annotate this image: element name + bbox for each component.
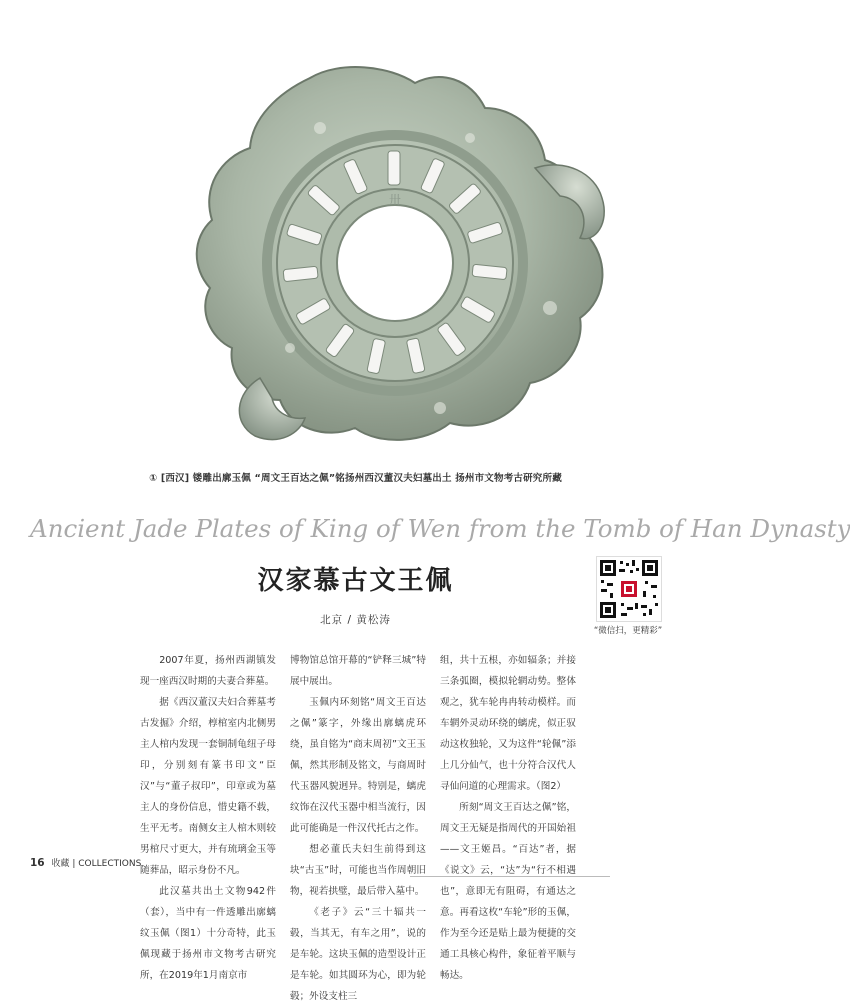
chinese-title: 汉家慕古文王佩 bbox=[257, 566, 454, 596]
article-column-1 bbox=[140, 650, 276, 981]
page-footer bbox=[30, 856, 141, 869]
qr-code[interactable] bbox=[596, 556, 662, 622]
paragraph: 想必董氏夫妇生前得到这块“古玉”时，可能也当作周朝旧物，视若拱璧，最后带入墓中。 bbox=[290, 844, 426, 897]
magazine-name: 收藏 | COLLECTIONS bbox=[51, 859, 142, 869]
paragraph: 所刻“周文王百达之佩”铭，周文王无疑是指周代的开国始祖——文王姬昌。“百达”者，据《说文》云，“达”为“行不相遇也”，意即无有阻碍，有通达之意。再看这枚“车轮”形的玉佩，作为至今还是贴上最为便捷的交通工具核心构件，象征着平顺与畅达。 bbox=[440, 802, 576, 981]
jade-pendant-photo bbox=[140, 48, 620, 458]
paragraph: 组，共十五根，亦如辐条；并接三条弧圈，模拟轮辋动势。整体观之，犹车轮冉冉转动模样。而车辋外灵动环绕的螭虎，似正驭动这枚独轮，又为这件“轮佩”添上几分仙气，也十分符合汉代人寻仙问道的心理需求。（图2） bbox=[440, 655, 576, 792]
paragraph: 2007年夏，扬州西湖镇发现一座西汉时期的夫妻合葬墓。 bbox=[140, 655, 276, 687]
paragraph: 据《西汉董汉夫妇合葬墓考古发掘》介绍，椁棺室内北侧男主人棺内发现一套铜制龟纽子母印，分别刻有篆书印文“臣汉”与“董子叔印”，印章或为墓主人的身份信息，惜史籍不载，生平无考。南侧女主人棺木则较男棺尺寸更大，并有琉璃金玉等随葬品，昭示身份不凡。 bbox=[140, 697, 276, 876]
byline: 北京 / 黄松涛 bbox=[320, 614, 391, 626]
article-column-3 bbox=[440, 650, 576, 981]
pendant-inscription: 卅 bbox=[388, 193, 402, 207]
page-number: 16 bbox=[30, 857, 45, 869]
photo-caption: ① [西汉] 镂雕出廓玉佩 “周文王百达之佩”铭扬州西汉董汉夫妇墓出土 扬州市文物考古研究所藏 bbox=[149, 473, 562, 484]
paragraph: 博物馆总馆开幕的“铲释三城”特展中展出。 bbox=[290, 655, 426, 687]
paragraph: 此汉墓共出土文物942件（套），当中有一件透雕出廓螭纹玉佩（图1）十分奇特，此玉佩现藏于扬州市文物考古研究所，在2019年1月南京市 bbox=[140, 886, 276, 981]
article-column-2 bbox=[290, 650, 426, 1002]
paragraph: 《老子》云“三十辐共一毂，当其无，有车之用”，说的是车轮。这块玉佩的造型设计正是车轮。如其圆环为心，即为轮毂；外设支柱三 bbox=[290, 907, 426, 1002]
footer-divider bbox=[410, 876, 610, 877]
paragraph: 玉佩内环刻铭“周文王百达之佩”篆字，外缘出廓螭虎环绕，虽自铭为“商末周初”文王玉佩，然其形制及铭文，与商周时代玉器风貌迥异。特别是，螭虎纹饰在汉代玉器中相当流行，因此可能确是一件汉代托古之作。 bbox=[290, 697, 426, 834]
english-title: Ancient Jade Plates of King of Wen from the Tomb of Han Dynasty bbox=[30, 514, 850, 543]
qr-caption: “微信扫，更精彩” bbox=[593, 626, 663, 636]
